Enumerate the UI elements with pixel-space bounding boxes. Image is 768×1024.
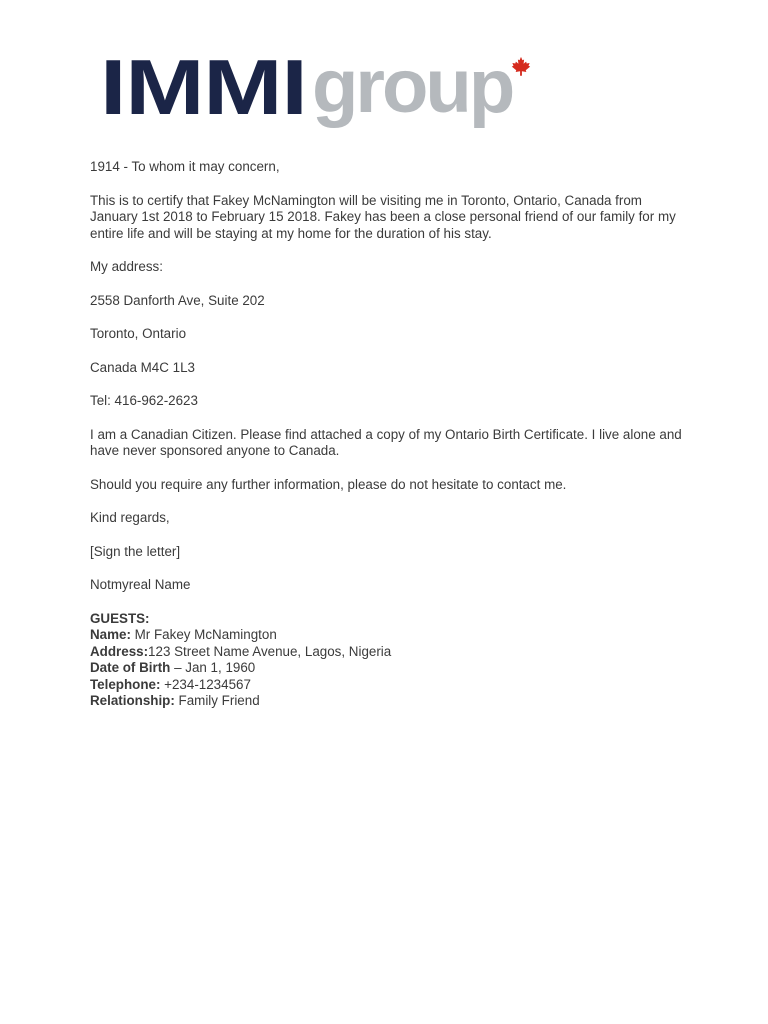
address-line-city: Toronto, Ontario <box>90 326 187 341</box>
address-label: My address: <box>90 259 163 274</box>
guest-address-row <box>90 644 690 661</box>
citizen-paragraph: I am a Canadian Citizen. Please find attached a copy of my Ontario Birth Certificate. I live alone and have never sponsored anyone to Canada. <box>90 426 682 458</box>
guests-section <box>90 611 690 710</box>
guest-name-row <box>90 627 690 644</box>
contact-paragraph: Should you require any further information, please do not hesitate to contact me. <box>90 476 567 492</box>
guest-dob-value: – Jan 1, 1960 <box>170 660 256 675</box>
maple-leaf-icon <box>510 56 532 78</box>
salutation: 1914 - To whom it may concern, <box>90 159 280 174</box>
guest-telephone-row <box>90 677 690 694</box>
signature-placeholder: [Sign the letter] <box>90 543 181 559</box>
guest-dob-label: Date of Birth <box>90 660 171 675</box>
signer-name: Notmyreal Name <box>90 577 191 592</box>
guest-relationship-label: Relationship: <box>90 693 175 708</box>
guest-telephone-label: Telephone: <box>90 676 161 692</box>
guest-relationship-row <box>90 693 690 710</box>
logo-immi-text: IMMI <box>100 43 307 131</box>
guest-dob-row <box>90 660 690 677</box>
address-line-street: 2558 Danforth Ave, Suite 202 <box>90 292 265 308</box>
guest-name-value: Mr Fakey McNamington <box>130 627 277 642</box>
guest-address-value: 123 Street Name Avenue, Lagos, Nigeria <box>148 643 392 659</box>
letter-body <box>90 159 690 710</box>
guests-heading: GUESTS: <box>90 610 150 626</box>
guest-relationship-value: Family Friend <box>174 693 260 708</box>
guest-address-label: Address: <box>90 643 149 659</box>
guest-name-label: Name: <box>90 627 131 642</box>
logo-group-text: group <box>312 44 513 129</box>
address-line-country: Canada M4C 1L3 <box>90 359 195 375</box>
closing: Kind regards, <box>90 510 170 525</box>
certify-paragraph: This is to certify that Fakey McNamington will be visiting me in Toronto, Ontario, Canada from January 1st 2018 to February 15 2018. Fakey has been a close personal friend of our family for my entire life and will be staying at my home for the duration of his stay. <box>90 192 676 241</box>
telephone-line: Tel: 416-962-2623 <box>90 393 198 408</box>
immigroup-logo <box>100 43 540 138</box>
guest-telephone-value: +234-1234567 <box>160 676 251 692</box>
